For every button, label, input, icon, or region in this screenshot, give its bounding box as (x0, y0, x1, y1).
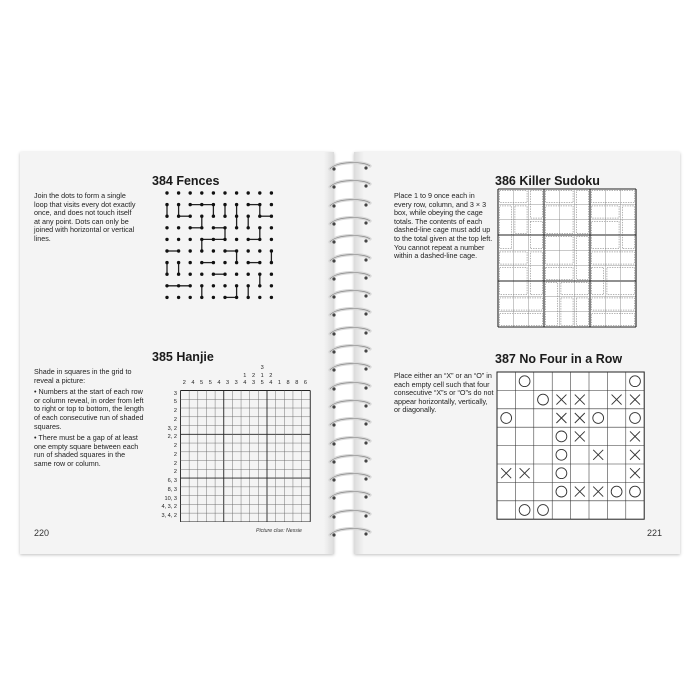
fence-dot (258, 226, 261, 229)
hanjie-column-clue (301, 380, 310, 388)
fence-dot (189, 191, 192, 194)
spiral-ring (326, 435, 374, 448)
fence-dot (247, 273, 250, 276)
hanjie-row-clue: 2 (173, 451, 177, 458)
fence-dot (212, 238, 215, 241)
spiral-ring (326, 252, 374, 265)
fence-dot (165, 215, 168, 218)
fence-dot (200, 238, 203, 241)
fence-dot (177, 284, 180, 287)
killer-sudoku-title: 386 Killer Sudoku (495, 174, 600, 188)
hanjie-row-clue: 8, 3 (167, 486, 177, 493)
page-number-left: 220 (34, 528, 50, 538)
fence-dot (177, 215, 180, 218)
hanjie-column-clue (197, 380, 206, 388)
fence-dot (200, 261, 203, 264)
no-four-title: 387 No Four in a Row (495, 352, 623, 366)
hanjie-clue-number: 4 (243, 380, 247, 387)
fence-dot (247, 296, 250, 299)
fence-dot (212, 273, 215, 276)
hanjie-column-clue (267, 373, 276, 388)
hanjie-clue-number: 6 (303, 380, 307, 387)
hanjie-rule-1: • Numbers at the start of each row or column reveal, in order from left to right or top to bottom, the length of each consecutive run of shaded squares. (34, 387, 144, 431)
fence-dot (235, 191, 238, 194)
hanjie-intro: Shade in squares in the grid to reveal a picture: (34, 367, 132, 385)
hanjie-clue-number: 1 (260, 372, 264, 379)
fence-dot (235, 261, 238, 264)
fence-dot (223, 215, 226, 218)
hanjie-clue-number: 3 (226, 380, 230, 387)
fence-dot (247, 284, 250, 287)
hanjie-row-clue: 3 (173, 390, 177, 397)
hanjie-row-clue: 2 (173, 416, 177, 423)
fence-dot (235, 215, 238, 218)
fence-dot (212, 296, 215, 299)
spiral-ring (326, 453, 374, 466)
fence-dot (189, 284, 192, 287)
hanjie-clue-number: 2 (182, 380, 186, 387)
fence-dot (212, 261, 215, 264)
fence-dot (177, 249, 180, 252)
fence-dot (165, 226, 168, 229)
fence-dot (235, 203, 238, 206)
fence-dot (177, 191, 180, 194)
hanjie-row-clue: 6, 3 (167, 478, 177, 485)
spiral-ring (326, 160, 374, 173)
fence-dot (212, 215, 215, 218)
hanjie-column-clue (258, 365, 267, 388)
fence-dot (165, 261, 168, 264)
hanjie-column-clue (232, 380, 241, 388)
hanjie-column-clue (189, 380, 198, 388)
fence-dot (212, 203, 215, 206)
spiral-ring (326, 398, 374, 411)
spiral-ring (326, 215, 374, 228)
fence-dot (247, 226, 250, 229)
fence-dot (165, 203, 168, 206)
right-page (354, 152, 680, 554)
fence-dot (200, 284, 203, 287)
hanjie-column-clue (249, 373, 258, 388)
spiral-ring (326, 471, 374, 484)
spiral-ring (326, 508, 374, 521)
fence-dot (177, 226, 180, 229)
killer-sudoku-text: Place 1 to 9 once each in every row, column, and 3 × 3 box, while obeying the cage totals. The contents of each dashed-line cage must add up to the total given at the top left. You cannot repeat a number within a dashed-line cage. (394, 191, 493, 261)
hanjie-clue-number: 3 (251, 380, 256, 387)
spiral-ring (326, 288, 374, 301)
fence-dot (270, 238, 273, 241)
fence-dot (223, 203, 226, 206)
no-four-text: Place either an “X” or an “O” in each empty cell such that four consecutive “X”s or “O”s do not appear horizontally, vertically, or diagonally. (394, 371, 494, 415)
fence-dot (258, 191, 261, 194)
fence-dot (247, 203, 250, 206)
hanjie-row-clue: 2 (173, 460, 177, 467)
hanjie-clue-number: 2 (251, 372, 256, 379)
hanjie-instructions (34, 368, 144, 472)
fence-dot (212, 249, 215, 252)
fence-dot (270, 249, 273, 252)
fence-dot (223, 238, 226, 241)
fences-instructions-text: Join the dots to form a single loop that visits every dot exactly once, and does not touch itself at any point. Dots can only be joined with horizontal or vertical lines. (34, 191, 136, 243)
fence-dot (247, 238, 250, 241)
left-page (20, 152, 334, 554)
fence-dot (177, 273, 180, 276)
fence-dot (247, 261, 250, 264)
hanjie-clue-number: 1 (243, 372, 247, 379)
fence-dot (223, 273, 226, 276)
hanjie-row-clue: 10, 3 (164, 495, 177, 502)
hanjie-picture-clue (256, 528, 302, 534)
fence-dot (200, 273, 203, 276)
fences-instructions (34, 192, 136, 247)
fence-dot (247, 215, 250, 218)
page-number-right: 221 (646, 528, 662, 538)
hanjie-clue-number: 5 (208, 380, 212, 387)
fence-dot (189, 261, 192, 264)
fence-dot (258, 296, 261, 299)
picture-clue-value: Nessie (286, 528, 302, 534)
hanjie-column-clue (275, 380, 284, 388)
hanjie-clue-number: 5 (260, 380, 264, 387)
fence-dot (258, 238, 261, 241)
hanjie-clue-number: 5 (200, 380, 204, 387)
spiral-ring (326, 325, 374, 338)
fences-title: 384 Fences (152, 174, 220, 188)
hanjie-row-clue: 4, 3, 2 (161, 504, 177, 511)
spiral-ring (326, 361, 374, 374)
fence-dot (223, 226, 226, 229)
fence-dot (165, 284, 168, 287)
hanjie-row-clue: 2 (173, 469, 177, 476)
spiral-ring (326, 178, 374, 191)
hanjie-puzzle-grid[interactable] (180, 390, 311, 522)
fence-dot (212, 284, 215, 287)
fence-dot (235, 284, 238, 287)
fence-dot (200, 296, 203, 299)
fence-dot (165, 296, 168, 299)
spiral-ring (326, 233, 374, 246)
fence-dot (235, 238, 238, 241)
fence-dot (235, 273, 238, 276)
fence-dot (270, 296, 273, 299)
hanjie-column-clue (215, 380, 224, 388)
fence-dot (223, 261, 226, 264)
fence-dot (165, 191, 168, 194)
fence-dot (189, 226, 192, 229)
hanjie-row-clue: 2 (173, 408, 177, 415)
fence-dot (223, 191, 226, 194)
fence-dot (223, 284, 226, 287)
hanjie-clue-number: 2 (269, 372, 273, 379)
hanjie-column-clue (223, 380, 232, 388)
hanjie-row-clue: 3, 2 (167, 425, 177, 432)
spiral-ring (326, 343, 374, 356)
fence-dot (165, 273, 168, 276)
fence-dot (270, 284, 273, 287)
fence-dot (270, 191, 273, 194)
fence-dot (200, 215, 203, 218)
fence-dot (200, 249, 203, 252)
hanjie-row-clue: 2 (173, 443, 177, 450)
fence-dot (247, 191, 250, 194)
fence-dot (189, 273, 192, 276)
fence-dot (258, 284, 261, 287)
hanjie-title: 385 Hanjie (152, 350, 214, 364)
picture-clue-label: Picture clue: (256, 528, 285, 534)
hanjie-row-clue: 2, 2 (167, 434, 177, 441)
hanjie-column-clue (180, 380, 189, 388)
hanjie-clue-number: 1 (277, 380, 282, 387)
fence-dot (235, 296, 238, 299)
hanjie-clue-number: 4 (217, 380, 221, 387)
spiral-ring (326, 306, 374, 319)
fence-dot (177, 238, 180, 241)
spiral-binding (326, 160, 374, 550)
spiral-ring (326, 270, 374, 283)
fence-dot (258, 273, 261, 276)
spiral-ring (326, 197, 374, 210)
hanjie-clue-number: 4 (191, 380, 195, 387)
hanjie-rule-2: • There must be a gap of at least one empty square between each run of shaded squares in the same row or column. (34, 433, 139, 468)
fence-dot (258, 203, 261, 206)
fence-dot (270, 215, 273, 218)
fence-dot (270, 226, 273, 229)
hanjie-column-clue (292, 380, 301, 388)
no-four-instructions (394, 372, 494, 418)
open-puzzle-book (20, 152, 680, 554)
fence-dot (189, 238, 192, 241)
hanjie-column-clue (206, 380, 215, 388)
fence-dot (189, 203, 192, 206)
fence-dot (189, 215, 192, 218)
fence-dot (165, 249, 168, 252)
fences-puzzle-grid[interactable] (162, 188, 280, 318)
hanjie-clue-number: 3 (234, 380, 238, 387)
fence-dot (212, 226, 215, 229)
fence-dot (200, 203, 203, 206)
fence-dot (177, 203, 180, 206)
hanjie-clue-number: 3 (260, 365, 264, 372)
fence-dot (258, 215, 261, 218)
fence-dot (247, 249, 250, 252)
hanjie-column-clue (241, 373, 250, 388)
fence-dot (258, 249, 261, 252)
spiral-ring (326, 526, 374, 539)
hanjie-row-clue: 5 (173, 399, 177, 406)
fence-dot (223, 249, 226, 252)
fence-dot (235, 226, 238, 229)
fence-dot (235, 249, 238, 252)
fence-dot (177, 296, 180, 299)
fence-dot (189, 296, 192, 299)
fence-dot (270, 273, 273, 276)
spiral-ring (326, 416, 374, 429)
hanjie-column-clue (284, 380, 293, 388)
fence-dot (200, 191, 203, 194)
fence-dot (258, 261, 261, 264)
fence-dot (223, 296, 226, 299)
spiral-ring (326, 380, 374, 393)
no-four-grid[interactable] (496, 371, 646, 521)
fence-dot (177, 261, 180, 264)
fence-dot (200, 226, 203, 229)
fence-dot (165, 238, 168, 241)
killer-sudoku-instructions (394, 192, 494, 264)
sudoku-background (498, 189, 636, 327)
hanjie-clue-number: 4 (269, 380, 273, 387)
hanjie-row-clue: 3, 4, 2 (161, 513, 177, 520)
fence-dot (270, 203, 273, 206)
hanjie-clue-number: 8 (295, 380, 299, 387)
fence-dot (212, 191, 215, 194)
fence-dot (189, 249, 192, 252)
fence-dot (270, 261, 273, 264)
spiral-ring (326, 489, 374, 502)
hanjie-clue-number: 8 (286, 380, 290, 387)
killer-sudoku-grid[interactable] (497, 188, 637, 328)
